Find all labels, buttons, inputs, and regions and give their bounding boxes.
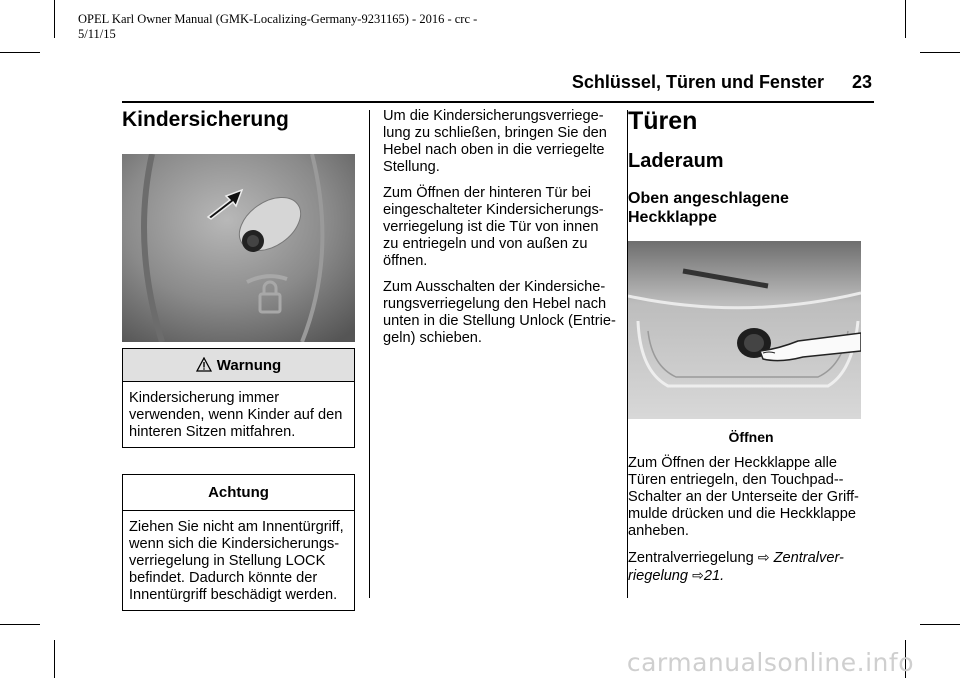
running-head [572,72,872,93]
chapter-title: Schlüssel, Türen und Fenster [571,72,824,92]
header-rule [122,101,874,103]
xref-link[interactable]: Zentralver-riegelung [628,550,844,584]
caution-box [122,474,355,611]
chapter-section-heading: Türen [628,107,698,135]
crop-mark [920,52,960,53]
caution-text: Ziehen Sie nicht am Innentürgriff, wenn sich die Kindersicherungs-verriegelung in Stellung LOCK befindet. Dadurch könnte der Innentürgriff beschädigt werden. [129,519,344,603]
caution-header [123,475,354,511]
warning-triangle-icon [196,357,212,373]
section-heading: Kindersicherung [122,108,289,131]
xref-page[interactable]: 21 [703,568,721,584]
xref-arrow-icon: ⇨ [757,549,770,565]
warning-title: Warnung [216,356,282,374]
warning-text: Kindersicherung immer verwenden, wenn Kinder auf den hinteren Sitzen mitfahren. [129,390,343,440]
page-number: 23 [851,72,872,92]
crop-mark [0,624,40,625]
crop-mark [0,52,40,53]
subsection-heading: Laderaum [628,150,724,172]
xref-arrow-icon: ⇨ [692,567,704,583]
cross-reference-paragraph [628,549,874,585]
column-right [628,107,874,585]
paragraph: Zum Ausschalten der Kindersiche-rungsverriegelung den Hebel nach unten in die Stellung Unlock (Entrie-geln) schieben. [383,279,616,346]
print-metadata-line: OPEL Karl Owner Manual (GMK-Localizing-Germany-9231165) - 2016 - crc - [78,12,478,26]
watermark: carmanualsonline.info [626,648,914,677]
print-metadata-date: 5/11/15 [78,27,116,41]
crop-mark [905,0,906,38]
xref-period: . [720,568,725,584]
column-middle [383,108,617,347]
child-lock-figure [122,154,355,342]
warning-header [123,349,354,382]
xref-lead: Zentralverriegelung [628,550,754,566]
figure-caption: Öffnen [728,429,774,445]
paragraph: Zum Öffnen der hinteren Tür bei eingeschalteter Kindersicherungs-verriegelung ist die Tür von innen zu entriegeln und von außen zu öffnen. [383,185,604,269]
caution-title: Achtung [208,484,269,501]
paragraph: Um die Kindersicherungsverriege-lung zu schließen, bringen Sie den Hebel nach oben in die verriegelte Stellung. [383,108,607,175]
subsubsection-heading: Oben angeschlagene Heckklappe [628,190,789,226]
paragraph: Zum Öffnen der Heckklappe alle Türen entriegeln, den Touchpad--Schalter an der Unterseite der Griff-mulde drücken und die Heckklappe anheben. [628,455,859,539]
column-left [122,108,355,611]
tailgate-figure [628,241,861,419]
crop-mark [920,624,960,625]
crop-mark [54,640,55,678]
print-metadata [78,12,498,42]
crop-mark [54,0,55,38]
column-divider [369,110,370,598]
warning-box [122,348,355,448]
